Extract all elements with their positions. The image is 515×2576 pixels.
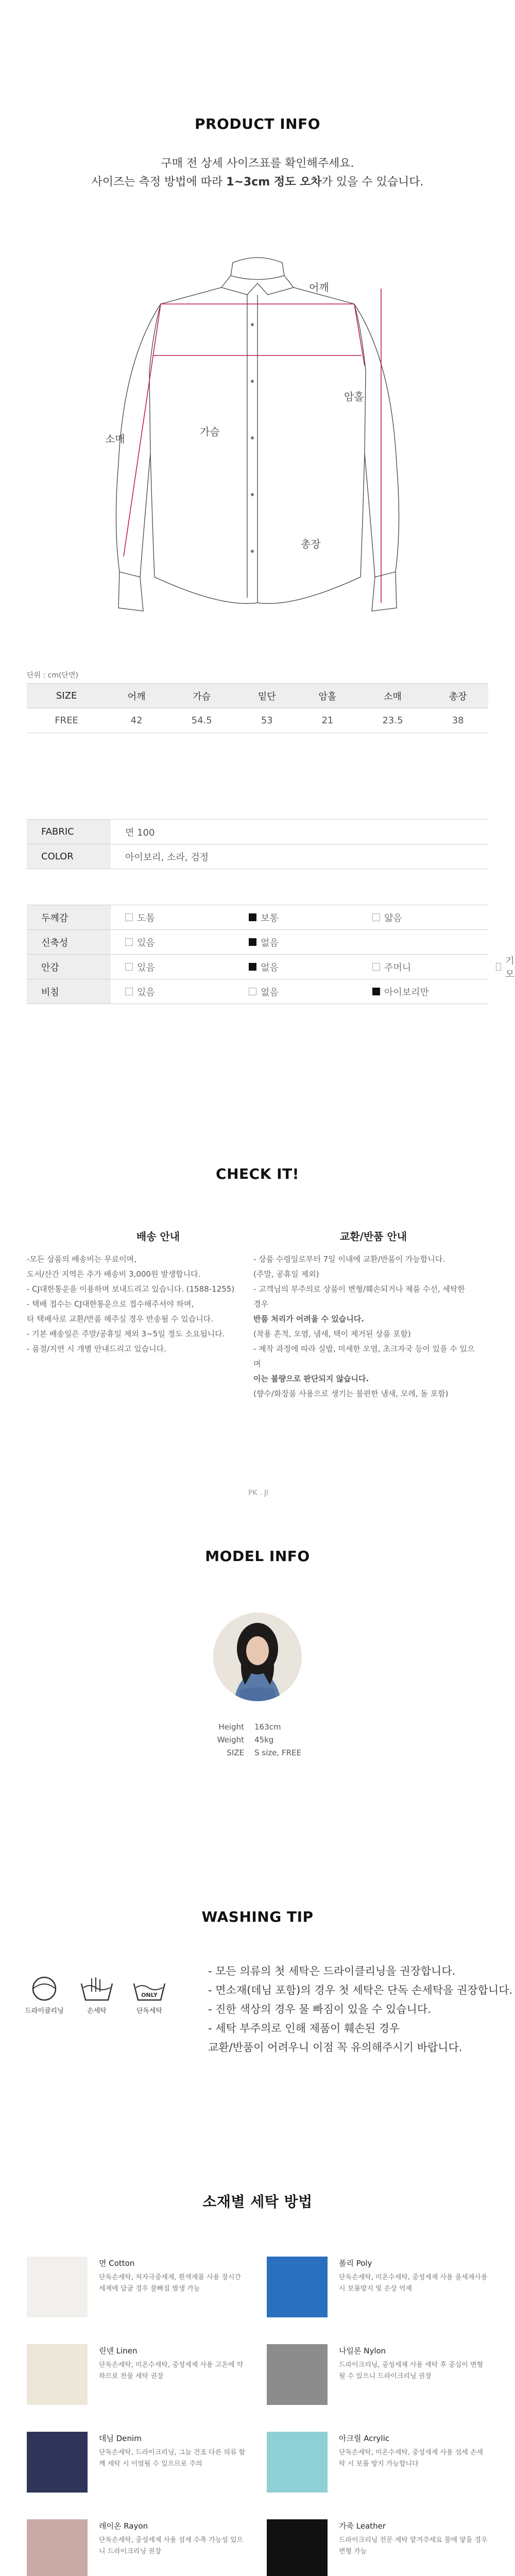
table-cell: 38 [427,708,488,733]
fabric-swatch [27,2257,88,2317]
table-cell: 21 [297,708,358,733]
fabric-swatch [27,2344,88,2405]
fabric-swatch [27,2519,88,2576]
fabric-desc: 단독손세탁, 미온수세탁, 중성세제 사용 섬세 손세탁 시 보풀 방지 가능합니다 [339,2449,484,2468]
checked-box-icon [249,938,256,946]
fabric-value: 면 100 [111,820,488,844]
delivery-body [27,1252,248,1357]
buttons [251,323,254,553]
table-cell: FREE [27,708,106,733]
info-line: - 상품 수령일로부터 7일 이내에 교환/반품이 가능합니다. [253,1255,445,1264]
line2-bold: 1~3cm 정도 오차 [226,176,322,189]
shirt-outline [116,258,399,611]
header-cell: 가슴 [167,684,237,708]
table-cell: 54.5 [167,708,237,733]
info-line: - 품절/지연 시 개별 안내드리고 있습니다. [27,1344,166,1353]
fabric-name: 린넨 Linen [99,2346,138,2355]
washing-tip-title: WASHING TIP [201,1908,314,1925]
info-line: - 고객님의 부주의로 상품이 변형/훼손되거나 제품 수선, 세탁한 경우 [253,1284,465,1309]
header-cell: 암홀 [297,684,358,708]
option-choice-label: 보통 [261,912,279,924]
fabric-desc: 단독손세탁, 저자극중세제, 흰색제품 사용 장시간 세제에 담글 경우 물빠짐 발생 가능 [99,2274,241,2293]
option-choice [249,985,279,998]
color-value: 아이보리, 소라, 검정 [111,844,488,869]
table-cell: 42 [106,708,167,733]
product-info-title: PRODUCT INFO [194,115,321,132]
fabric-swatch [267,2519,328,2576]
option-choice [125,936,155,949]
option-choice-label: 아이보리만 [384,987,429,998]
label-shoulder: 어깨 [309,281,329,294]
header-cell: SIZE [27,684,106,708]
empty-box-icon [249,988,256,995]
fabric-desc: 드라이크리닝, 중성세제 사용 세탁 후 중심이 변형될 수 있으니 드라이크리닝 권장 [339,2361,484,2380]
unit-note: 단위 : cm(단면) [27,671,78,680]
option-choice-label: 기모 [505,955,514,980]
washing-tip-line: 교환/반품이 어려우니 이점 꼭 유의해주시기 바랍니다. [208,2041,462,2054]
fabric-wash-title: 소재별 세탁 방법 [202,2193,313,2210]
product-info-line2 [0,173,515,192]
option-choices [111,979,488,1004]
line2-pre: 사이즈는 측정 방법에 따라 [91,176,227,189]
model-stats [216,1721,301,1759]
label-chest: 가슴 [200,426,220,438]
fabric-swatch [267,2257,328,2317]
option-row [27,905,488,930]
option-table [27,905,514,1004]
delivery-title: 배송 안내 [136,1230,180,1243]
size-table-row [27,708,488,733]
hand-wash-icon [73,1974,121,2015]
fabric-name: 아크릴 Acrylic [339,2434,390,2443]
header-cell: 밑단 [236,684,297,708]
label-length: 총장 [301,538,321,550]
header-cell: 소매 [358,684,428,708]
fabric-name: 나일론 Nylon [339,2346,386,2355]
hand-wash-label: 손세탁 [87,2007,107,2015]
brand-mark: PK . Jl [248,1489,268,1497]
fabric-item [27,2257,248,2329]
model-info-title: MODEL INFO [205,1548,310,1565]
fabric-name: 가죽 Leather [339,2521,386,2531]
option-choice [372,911,402,924]
check-it-title: CHECK IT! [216,1165,299,1182]
table-cell: 23.5 [358,708,428,733]
option-choice [249,960,279,974]
washing-tip-line: - 세탁 부주의로 인해 제품이 훼손된 경우 [208,2022,400,2035]
measure-lines [124,289,381,603]
fabric-name: 폴리 Poly [339,2259,372,2268]
fabric-desc: 드라이크리닝 전문 세탁 맡겨주세요 물에 닿을 경우 변형 가능 [339,2536,488,2555]
option-choices [111,905,488,930]
info-line: -모든 상품의 배송비는 무료이며, [27,1255,136,1264]
fabric-row [27,820,488,844]
product-info-line1: 구매 전 상세 사이즈표를 확인해주세요. [161,157,354,170]
line2-post: 가 있을 수 있습니다. [321,176,424,189]
fabric-desc: 단독손세탁, 미온수세탁, 중성세제 사용 울세제사용시 보풀방지 및 손상 억제 [339,2274,488,2293]
info-line: 이는 불량으로 판단되지 않습니다. [253,1374,369,1383]
option-label: 신축성 [27,930,111,955]
washing-tip-line: - 모든 의류의 첫 세탁은 드라이클리닝을 권장합니다. [208,1965,456,1977]
option-choice [249,936,279,949]
fabric-item [267,2432,488,2504]
svg-text:ONLY: ONLY [141,1992,158,1998]
fabric-item [267,2257,488,2329]
info-line: (주말, 공휴일 제외) [253,1269,319,1279]
fabric-swatch [267,2432,328,2493]
model-stat-row [216,1747,301,1759]
info-line: 도서/산간 지역은 추가 배송비 3,000원 발생합니다. [27,1269,201,1279]
info-line: - 택배 접수는 CJ대한통운으로 접수해주셔야 하며, [27,1299,194,1309]
info-line: 반품 처리가 어려울 수 있습니다. [253,1314,364,1324]
option-choice [496,954,515,980]
option-choice-label: 있음 [137,937,155,948]
empty-box-icon [125,988,133,995]
option-label: 두께감 [27,905,111,930]
empty-box-icon [125,938,133,946]
washing-tip-lines [208,1962,512,2057]
info-line: - CJ대한통운을 이용하며 보내드리고 있습니다. (1588-1255) [27,1284,235,1294]
info-line: 타 택배사로 교환/반품 해주실 경우 반송될 수 있습니다. [27,1314,213,1324]
size-table-header [27,684,488,708]
info-line: - 제작 과정에 따라 실밥, 미세한 오염, 초크자국 등이 있을 수 있으며 [253,1344,475,1368]
fabric-desc: 단독손세탁, 중성세제 사용 섬세 수축 가능성 있으니 드라이크리닝 권장 [99,2536,244,2555]
single-wash-label: 단독세탁 [136,2007,163,2015]
option-choice-label: 있음 [137,962,155,973]
option-label: 비침 [27,979,111,1004]
option-choice [125,911,155,924]
model-photo [213,1613,302,1701]
color-label: COLOR [27,844,111,869]
model-stat-value: 163cm [254,1722,281,1732]
fabric-item [27,2344,248,2416]
model-stat-key: Height [218,1722,244,1732]
size-table [27,683,488,733]
model-stat-value: S size, FREE [254,1748,301,1757]
option-choice-label: 도톰 [137,912,155,924]
exchange-body [253,1252,475,1401]
header-cell: 총장 [427,684,488,708]
single-wash-icon [126,1974,173,2015]
model-stat-row [216,1734,301,1747]
label-armhole: 암홀 [344,391,364,403]
model-stat-key: Weight [217,1735,244,1744]
option-choice-label: 얇음 [384,912,402,924]
empty-box-icon [372,913,380,921]
option-choice [249,911,279,924]
option-choice-label: 없음 [261,962,279,973]
empty-box-icon [125,963,133,971]
label-sleeve: 소매 [105,433,125,445]
option-row [27,979,488,1004]
dry-clean-icon [21,1974,68,2015]
option-choice [372,985,429,998]
option-label: 안감 [27,955,111,979]
fabric-swatch [267,2344,328,2405]
fabric-item [27,2432,248,2504]
info-line: (향수/화장품 사용으로 생기는 불편한 냄새, 모레, 돌 포함) [253,1389,449,1398]
option-row [27,930,488,955]
checked-box-icon [249,963,256,971]
header-cell: 어깨 [106,684,167,708]
shirt-diagram [93,247,422,659]
option-choices [111,930,488,955]
option-choice-label: 없음 [261,987,279,998]
option-choice [125,985,155,998]
fabric-desc: 단독손세탁, 드라이크리닝, 그늘 건조 다른 의류 함께 세탁 시 이염될 수 있으므로 주의 [99,2449,246,2468]
empty-box-icon [496,963,501,971]
option-choice-label: 없음 [261,937,279,948]
checked-box-icon [372,988,380,995]
option-choice [372,960,411,974]
table-cell: 53 [236,708,297,733]
fabric-item [267,2519,488,2576]
fabric-item [27,2519,248,2576]
fabric-item [267,2344,488,2416]
info-line: (착용 흔적, 오염, 냄새, 택이 제거된 상품 포함) [253,1329,411,1338]
fabric-desc: 단독손세탁, 미온수세탁, 중성세제 사용 고온에 약하므로 찬물 세탁 권장 [99,2361,244,2380]
fabric-label: FABRIC [27,820,111,844]
washing-tip-line: - 면소재(데님 포함)의 경우 첫 세탁은 단독 손세탁을 권장합니다. [208,1984,513,1996]
model-stat-value: 45kg [254,1735,274,1744]
color-row [27,844,488,869]
option-row [27,955,488,979]
option-choice [125,960,155,974]
option-choices [111,955,514,980]
option-choice-label: 주머니 [384,962,411,973]
model-stat-key: SIZE [227,1748,244,1757]
empty-box-icon [372,963,380,971]
washing-tip-line: - 진한 색상의 경우 물 빠짐이 있을 수 있습니다. [208,2003,431,2015]
fabric-name: 데님 Denim [99,2434,142,2443]
fabric-color-table [27,819,488,869]
model-stat-row [216,1721,301,1734]
empty-box-icon [125,913,133,921]
option-choice-label: 있음 [137,987,155,998]
dry-clean-label: 드라이클리닝 [25,2007,64,2015]
exchange-title: 교환/반품 안내 [339,1230,407,1243]
checked-box-icon [249,913,256,921]
fabric-name: 면 Cotton [99,2259,135,2268]
fabric-swatch [27,2432,88,2493]
info-line: - 기본 배송일은 주말/공휴일 제외 3~5일 정도 소요됩니다. [27,1329,225,1338]
fabric-name: 레이온 Rayon [99,2521,148,2531]
model-photo-image [213,1613,302,1701]
